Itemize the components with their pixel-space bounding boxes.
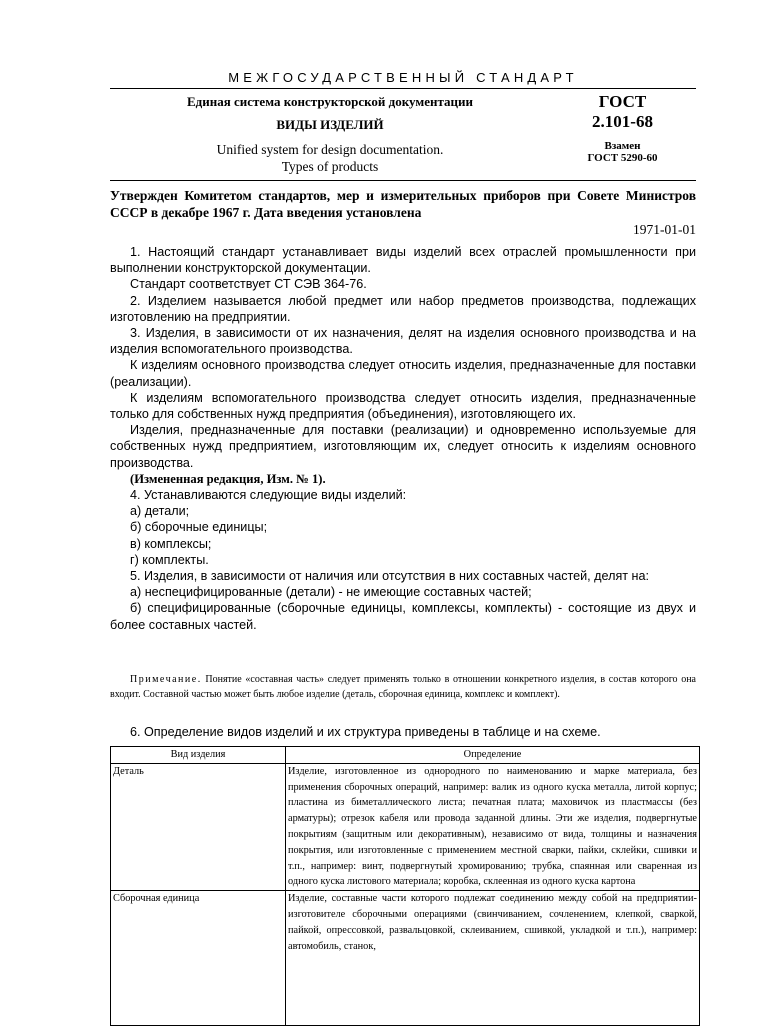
paragraph: К изделиям вспомогательного производства следует относить изделия, предназначенные только для собственных нужд предприятия (объединения), изготовляющего их. xyxy=(110,390,696,422)
table-row xyxy=(111,891,700,1026)
header-top-rule xyxy=(110,88,696,89)
paragraph: 3. Изделия, в зависимости от их назначения, делят на изделия основного производства и на изделия вспомогательного производства. xyxy=(110,326,696,357)
table-row xyxy=(111,763,700,890)
note-block xyxy=(110,672,696,702)
standard-title: ВИДЫ ИЗДЕЛИЙ xyxy=(276,117,384,132)
replaces-label: Взамен xyxy=(604,140,641,152)
replaces-value: ГОСТ 5290-60 xyxy=(587,152,658,164)
english-title-line-2: Types of products xyxy=(281,159,379,174)
paragraph: К изделиям основного производства следует относить изделия, предназначенные для поставки (реализации). xyxy=(110,358,696,389)
approval-statement: Утвержден Комитетом стандартов, мер и измерительных приборов при Совете Министров СССР в декабре 1967 г. Дата введения установлена xyxy=(110,188,696,220)
table-header-row xyxy=(111,747,700,764)
amendment-note: (Измененная редакция, Изм. № 1). xyxy=(130,471,326,486)
table-intro: 6. Определение видов изделий и их структура приведены в таблице и на схеме. xyxy=(130,725,601,739)
list-item: а) детали; xyxy=(130,504,190,519)
table-cell-kind: Сборочная единица xyxy=(111,891,286,1026)
effective-date: 1971-01-01 xyxy=(633,222,696,237)
table-cell-definition: Изделие, изготовленное из однородного по наименованию и марке материала, без применения сборочных операций, например: валик из одного куска металла, литой корпус; пластина из биметаллического листа; печатная плата; маховичок из пластмассы (без арматуры); отрезок кабеля или провода заданной длины. Эти же изделия, подвергнутые покрытиям (защитным или декоративным), независимо от вида, толщины и назначения покрытия, или изготовленные с применением местной сварки, пайки, склейки, сшивки и т.п., например: винт, подвергнутый хромированию; трубка, спаянная или сваренная из одного куска листового материала; коробка, склеенная из одного куска картона xyxy=(286,763,700,890)
english-title-line-1: Unified system for design documentation. xyxy=(216,142,444,157)
list-item: б) сборочные единицы; xyxy=(130,520,268,535)
standard-type-title: МЕЖГОСУДАРСТВЕННЫЙ СТАНДАРТ xyxy=(228,70,578,85)
standard-body xyxy=(110,244,696,633)
definition-text: Изделие, составные части которого подлежат соединению между собой на предприятии-изготовителе сборочными операциями (свинчиванием, сочленением, клепкой, сваркой, пайкой, опрессовкой, развальцовкой, склеиванием, сшивкой, укладкой и т.п.), например: автомобиль, станок, xyxy=(288,893,697,952)
table-cell-kind: Деталь xyxy=(111,763,286,890)
list-item: г) комплекты. xyxy=(130,552,209,567)
list-item: б) специфицированные (сборочные единицы, комплексы, комплекты) - состоящие из двух и более составных частей. xyxy=(110,601,696,632)
note-text: Понятие «составная часть» следует применять только в отношении конкретного изделия, в состав которого она входит. Составной частью может быть любое изделие (деталь, сборочная единица, комплекс и комплект). xyxy=(110,674,697,700)
column-header-kind: Вид изделия xyxy=(111,747,286,764)
paragraph: Стандарт соответствует СТ СЭВ 364-76. xyxy=(130,277,367,292)
header-bottom-rule xyxy=(110,180,696,181)
standard-system: Единая система конструкторской документации xyxy=(187,94,473,109)
paragraph: 1. Настоящий стандарт устанавливает виды изделий всех отраслей промышленности при выполнении конструкторской документации. xyxy=(110,245,696,276)
gost-label: ГОСТ xyxy=(598,92,647,111)
note-lead: Примечание. xyxy=(130,674,202,685)
paragraph: 2. Изделием называется любой предмет или набор предметов производства, подлежащих изготовлению на предприятии. xyxy=(110,293,696,324)
column-header-definition: Определение xyxy=(286,747,700,764)
paragraph: 4. Устанавливаются следующие виды изделий: xyxy=(130,488,407,503)
list-item: в) комплексы; xyxy=(130,536,212,551)
english-title xyxy=(110,141,550,175)
gost-number: 2.101-68 xyxy=(592,112,653,131)
table-cell-definition xyxy=(286,891,700,1026)
list-item: а) неспецифицированные (детали) - не имеющие составных частей; xyxy=(130,585,532,600)
product-types-table xyxy=(110,746,700,1026)
paragraph: Изделия, предназначенные для поставки (реализации) и одновременно используемые для собственных нужд предприятием, изготовляющим их, следует относить к изделиям основного производства. xyxy=(110,423,696,470)
paragraph: 5. Изделия, в зависимости от наличия или отсутствия в них составных частей, делят на: xyxy=(130,569,650,584)
